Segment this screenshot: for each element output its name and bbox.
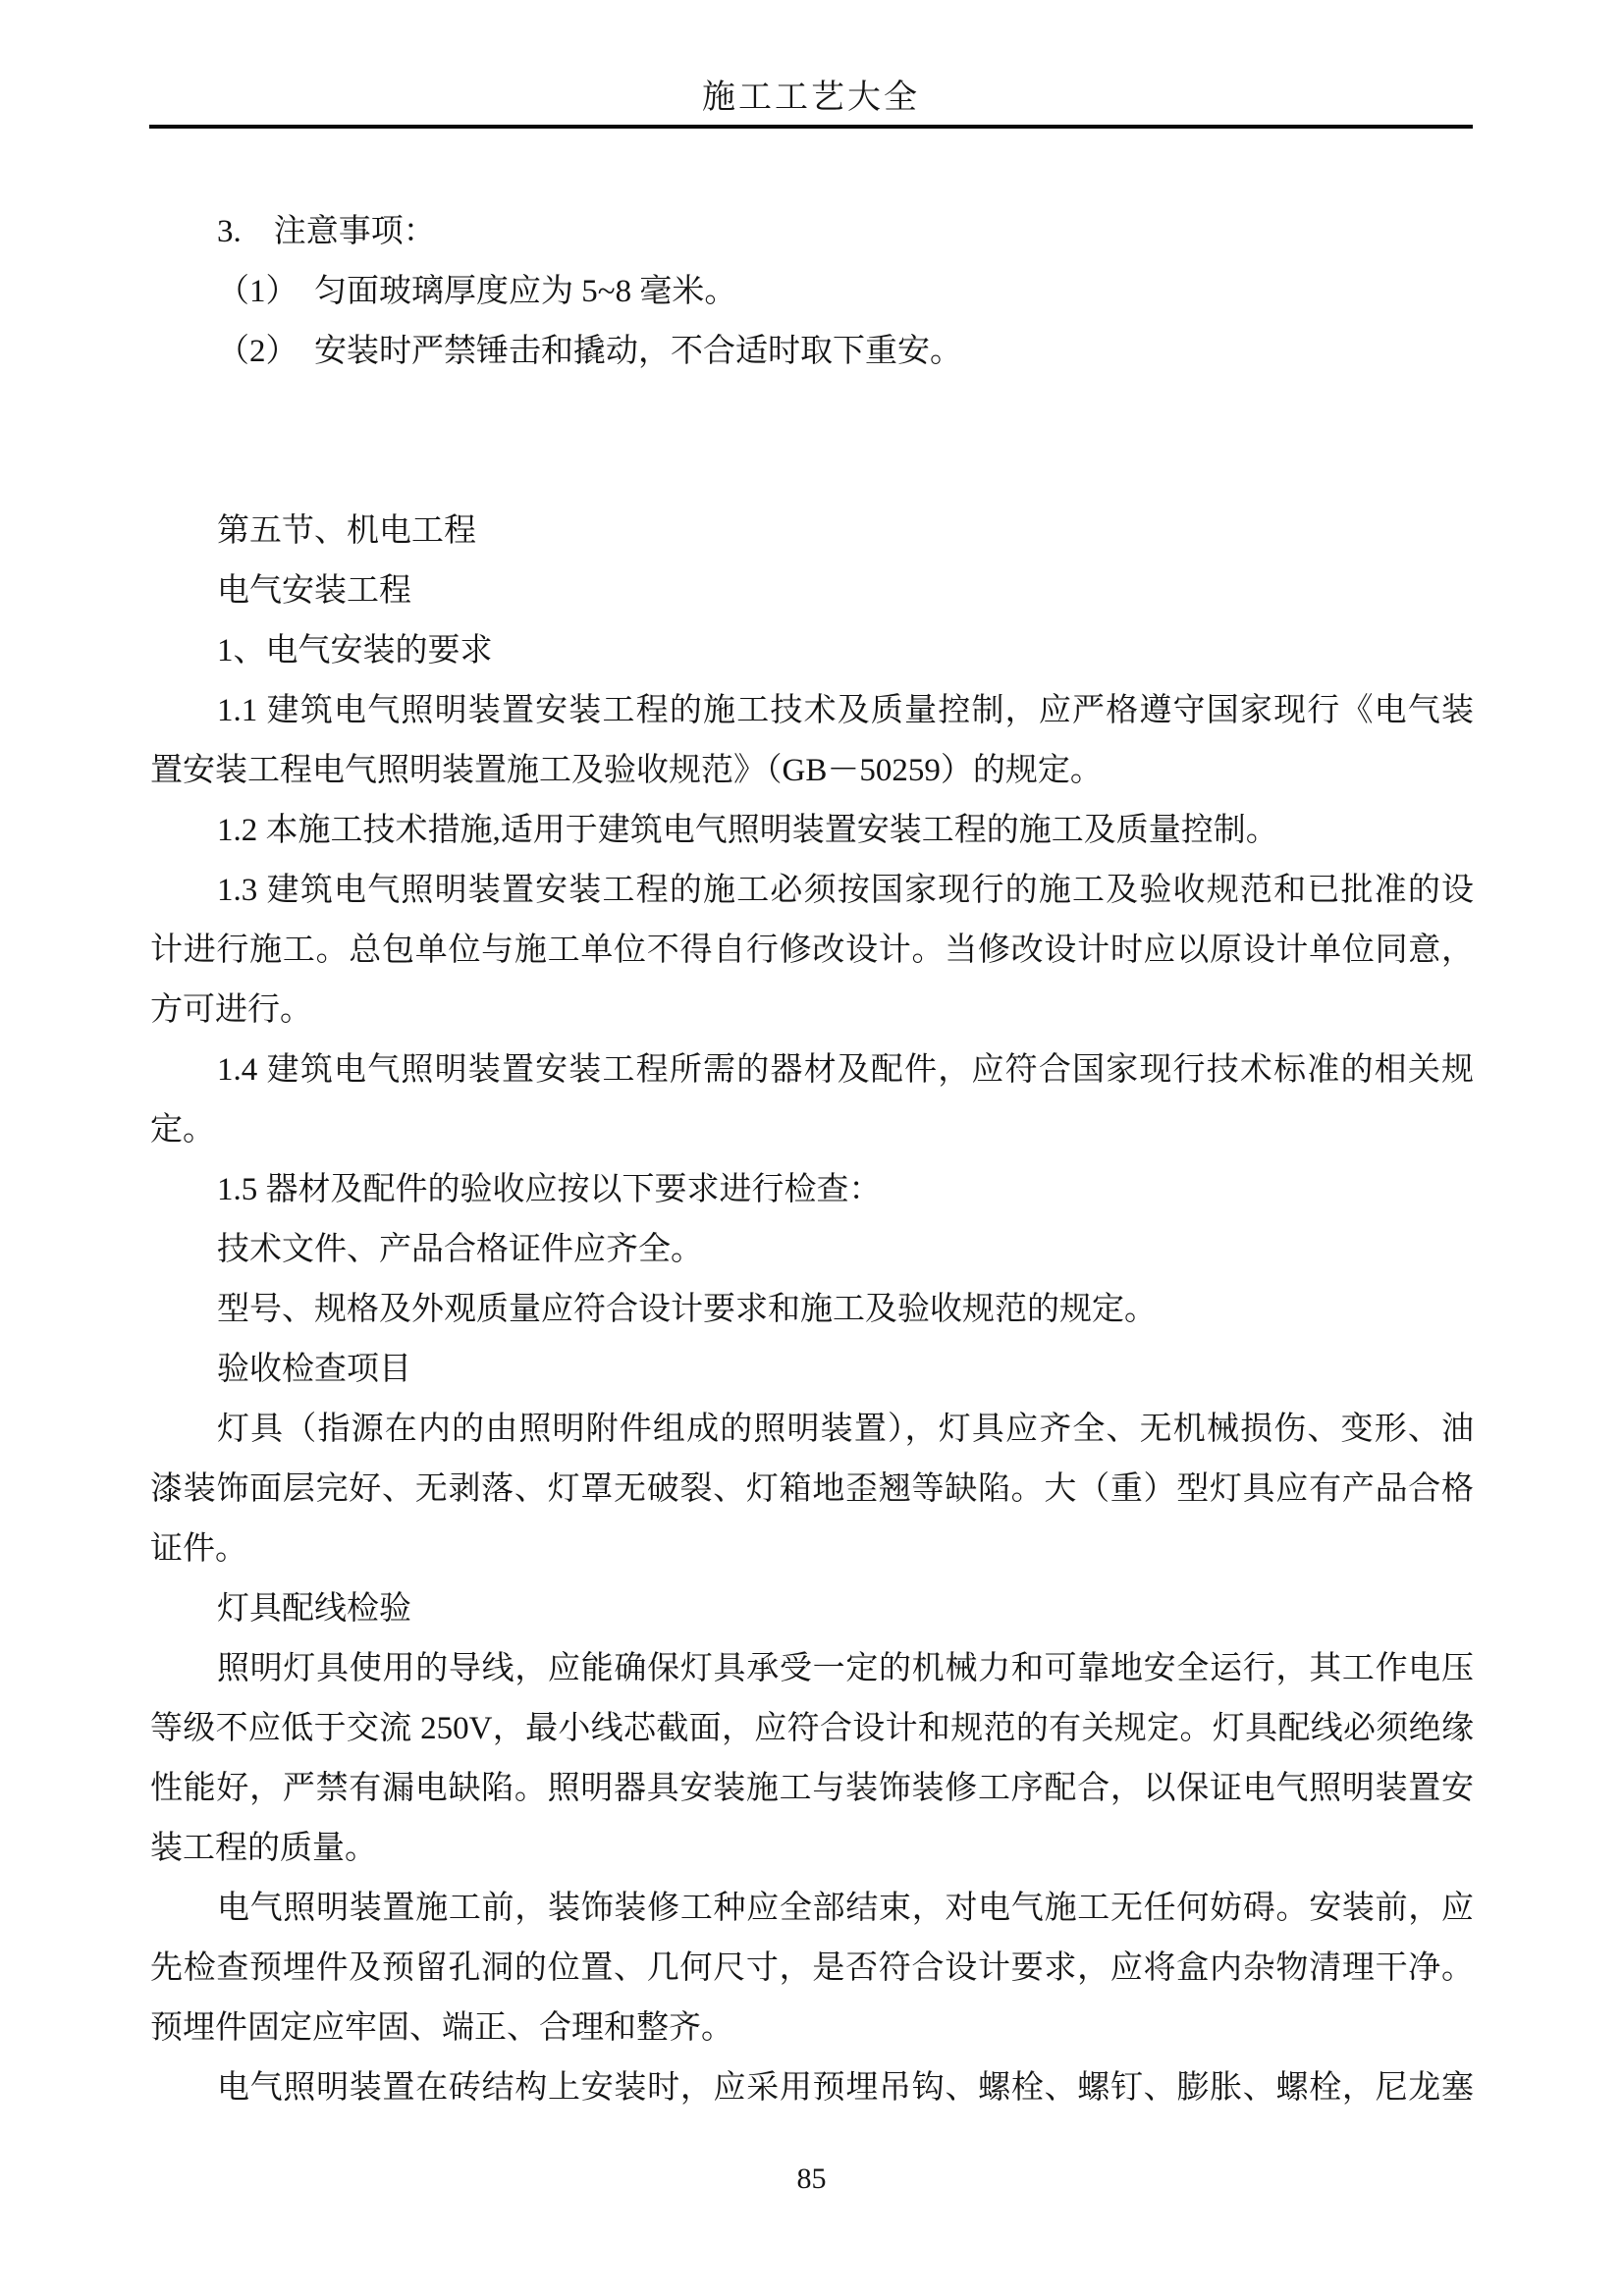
blank-line [150,382,1474,442]
list-heading: 1、电气安装的要求 [217,633,493,668]
paragraph-line: 等级不应低于交流 250V，最小线芯截面，应符合设计和规范的有关规定。灯具配线必须绝缘 [150,1711,1474,1746]
subsection-heading: 电气安装工程 [217,573,411,609]
note-item-line: （2） 安装时严禁锤击和撬动，不合适时取下重安。 [217,334,962,369]
paragraph-line: 计进行施工。总包单位与施工单位不得自行修改设计。当修改设计时应以原设计单位同意， [150,933,1474,968]
paragraph-line: 验收检查项目 [217,1352,411,1387]
page-header [149,0,1473,129]
paragraph-line: 灯具配线检验 [217,1591,411,1627]
paragraph-line: 电气照明装置在砖结构上安装时，应采用预埋吊钩、螺栓、螺钉、膨胀、螺栓，尼龙塞 [217,2070,1474,2106]
page-number: 85 [796,2163,827,2195]
paragraph-line: 性能好，严禁有漏电缺陷。照明器具安装施工与装饰装修工序配合，以保证电气照明装置安 [150,1771,1474,1806]
paragraph-line: 定。 [150,1112,215,1148]
paragraph-line: 1.3 建筑电气照明装置安装工程的施工必须按国家现行的施工及验收规范和已批准的设 [217,873,1474,908]
paragraph-line: 漆装饰面层完好、无剥落、灯罩无破裂、灯箱地歪翘等缺陷。大（重）型灯具应有产品合格 [150,1471,1474,1507]
paragraph-line: 预埋件固定应牢固、端正、合理和整齐。 [150,2010,733,2046]
paragraph-line: 照明灯具使用的导线，应能确保灯具承受一定的机械力和可靠地安全运行，其工作电压 [217,1651,1474,1686]
note-item-line: （1） 匀面玻璃厚度应为 5~8 毫米。 [217,274,737,309]
paragraph-line: 装工程的质量。 [150,1831,377,1866]
paragraph-line: 证件。 [150,1531,247,1567]
paragraph-line: 1.5 器材及配件的验收应按以下要求进行检查： [217,1172,882,1207]
document-body [150,202,1474,2118]
blank-line [150,442,1474,502]
paragraph-line: 1.2 本施工技术措施,适用于建筑电气照明装置安装工程的施工及质量控制。 [217,813,1278,848]
paragraph-line: 电气照明装置施工前，装饰装修工种应全部结束，对电气施工无任何妨碍。安装前，应 [217,1891,1474,1926]
paragraph-line: 技术文件、产品合格证件应齐全。 [217,1232,703,1267]
paragraph-line: 型号、规格及外观质量应符合设计要求和施工及验收规范的规定。 [217,1292,1157,1327]
paragraph-line: 置安装工程电气照明装置施工及验收规范》（GB－50259）的规定。 [150,753,1103,788]
paragraph-line: 1.4 建筑电气照明装置安装工程所需的器材及配件，应符合国家现行技术标准的相关规 [217,1052,1474,1088]
page-header-title: 施工工艺大全 [702,80,920,116]
paragraph-line: 1.1 建筑电气照明装置安装工程的施工技术及质量控制，应严格遵守国家现行《电气装 [217,693,1474,728]
section-heading: 第五节、机电工程 [217,513,476,549]
paragraph-line: 灯具（指源在内的由照明附件组成的照明装置），灯具应齐全、无机械损伤、变形、油 [217,1412,1474,1447]
page-footer [0,2160,1623,2199]
note-heading-line: 3. 注意事项： [217,214,436,249]
paragraph-line: 先检查预埋件及预留孔洞的位置、几何尺寸，是否符合设计要求，应将盒内杂物清理干净。 [150,1950,1474,1986]
paragraph-line: 方可进行。 [150,992,312,1028]
